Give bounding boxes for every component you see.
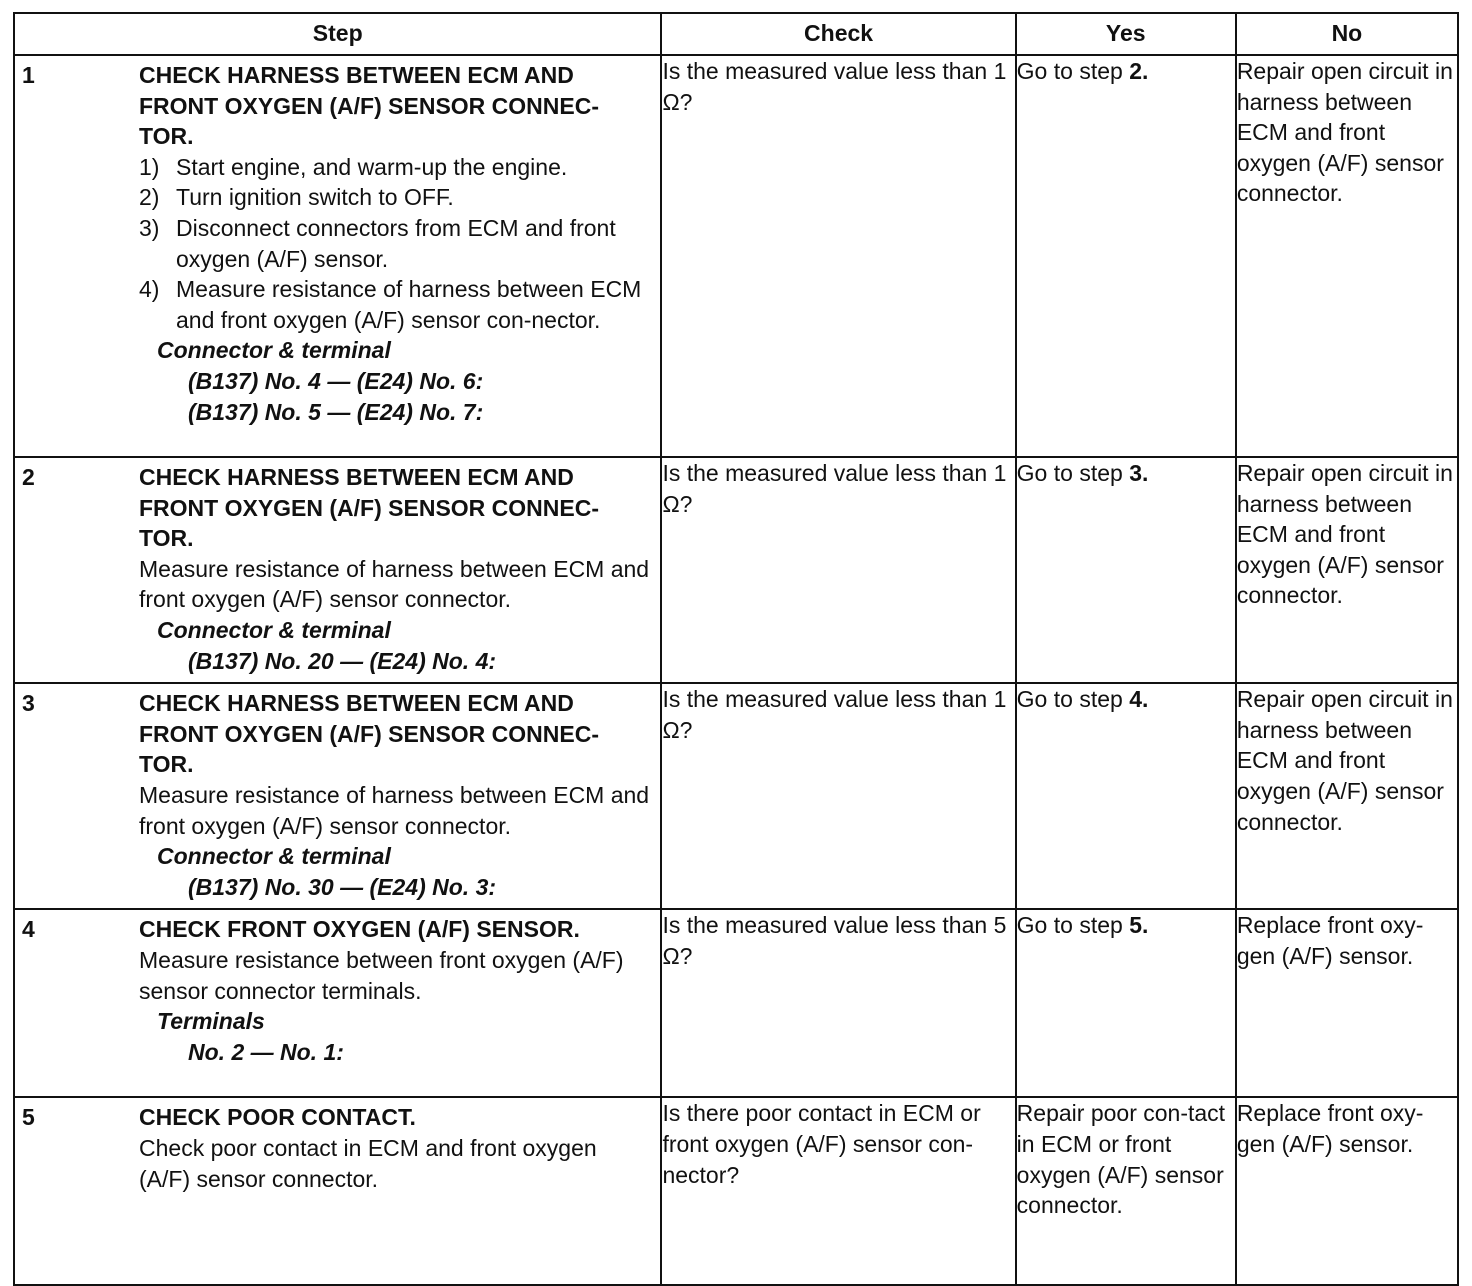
header-row <box>14 13 1458 55</box>
list-item: 3) Disconnect connectors from ECM and front oxygen (A/F) sensor. <box>139 214 616 272</box>
step-cell <box>14 909 661 1097</box>
yes-cell: Go to step 4. <box>1016 683 1236 909</box>
no-cell: Repair open circuit in harness between ECM and front oxygen (A/F) sensor connector. <box>1236 457 1458 683</box>
list-item: 4) Measure resistance of harness between ECM and front oxygen (A/F) sensor con-nector. <box>139 276 642 333</box>
no-cell: Repair open circuit in harness between ECM and front oxygen (A/F) sensor connector. <box>1236 55 1458 457</box>
step-cell <box>14 457 661 683</box>
header-no: No <box>1236 13 1458 55</box>
step-title: CHECK HARNESS BETWEEN ECM AND FRONT OXYGEN (A/F) SENSOR CONNEC-TOR. <box>139 690 600 778</box>
yes-cell: Go to step 3. <box>1016 457 1236 683</box>
step-cell <box>14 55 661 457</box>
spec-item: (B137) No. 20 — (E24) No. 4: <box>188 647 497 674</box>
step-cell <box>14 683 661 909</box>
header-step: Step <box>14 13 661 55</box>
spec-item: (B137) No. 30 — (E24) No. 3: <box>188 873 497 900</box>
spec-label: Connector & terminal <box>157 616 391 643</box>
step-cell <box>14 1097 661 1285</box>
table-row <box>14 683 1458 909</box>
check-cell: Is the measured value less than 1 Ω? <box>661 55 1015 457</box>
no-cell: Repair open circuit in harness between ECM and front oxygen (A/F) sensor connector. <box>1236 683 1458 909</box>
table-row <box>14 909 1458 1097</box>
check-cell: Is there poor contact in ECM or front oxygen (A/F) sensor con-nector? <box>661 1097 1015 1285</box>
check-cell: Is the measured value less than 5 Ω? <box>661 909 1015 1097</box>
step-number: 4 <box>22 916 35 943</box>
step-number: 2 <box>22 464 35 490</box>
step-text: Check poor contact in ECM and front oxygen (A/F) sensor connector. <box>139 1134 597 1192</box>
table-row <box>14 457 1458 683</box>
step-text: Measure resistance of harness between ECM and front oxygen (A/F) sensor connector. <box>139 781 650 839</box>
step-number: 5 <box>22 1104 35 1131</box>
step-title: CHECK HARNESS BETWEEN ECM AND FRONT OXYGEN (A/F) SENSOR CONNEC-TOR. <box>139 62 600 150</box>
step-title: CHECK FRONT OXYGEN (A/F) SENSOR. <box>139 916 580 943</box>
table-row <box>14 55 1458 457</box>
spec-label: Terminals <box>157 1008 265 1035</box>
step-text: Measure resistance between front oxygen (A/F) sensor connector terminals. <box>139 946 624 1004</box>
check-cell: Is the measured value less than 1 Ω? <box>661 683 1015 909</box>
no-cell: Replace front oxy-gen (A/F) sensor. <box>1236 909 1458 1097</box>
header-check: Check <box>661 13 1015 55</box>
list-item: 1) Start engine, and warm-up the engine. <box>139 153 568 180</box>
spec-label: Connector & terminal <box>157 843 391 870</box>
no-cell: Replace front oxy-gen (A/F) sensor. <box>1236 1097 1458 1285</box>
check-cell: Is the measured value less than 1 Ω? <box>661 457 1015 683</box>
yes-cell: Go to step 2. <box>1016 55 1236 457</box>
table-row <box>14 1097 1458 1285</box>
spec-item: (B137) No. 4 — (E24) No. 6: <box>188 367 484 394</box>
step-title: CHECK POOR CONTACT. <box>139 1104 416 1131</box>
spec-item: No. 2 — No. 1: <box>188 1038 344 1065</box>
step-number: 1 <box>22 62 35 88</box>
yes-cell: Go to step 5. <box>1016 909 1236 1097</box>
step-title: CHECK HARNESS BETWEEN ECM AND FRONT OXYGEN (A/F) SENSOR CONNEC-TOR. <box>139 464 600 552</box>
procedure-list <box>139 152 652 336</box>
spec-item: (B137) No. 5 — (E24) No. 7: <box>188 398 484 425</box>
diagnostic-table <box>13 12 1459 1286</box>
list-item: 2) Turn ignition switch to OFF. <box>139 184 454 211</box>
yes-cell: Repair poor con-tact in ECM or front oxygen (A/F) sensor connector. <box>1016 1097 1236 1285</box>
header-yes: Yes <box>1016 13 1236 55</box>
step-text: Measure resistance of harness between ECM and front oxygen (A/F) sensor connector. <box>139 555 650 613</box>
step-number: 3 <box>22 690 35 717</box>
spec-label: Connector & terminal <box>157 337 391 364</box>
